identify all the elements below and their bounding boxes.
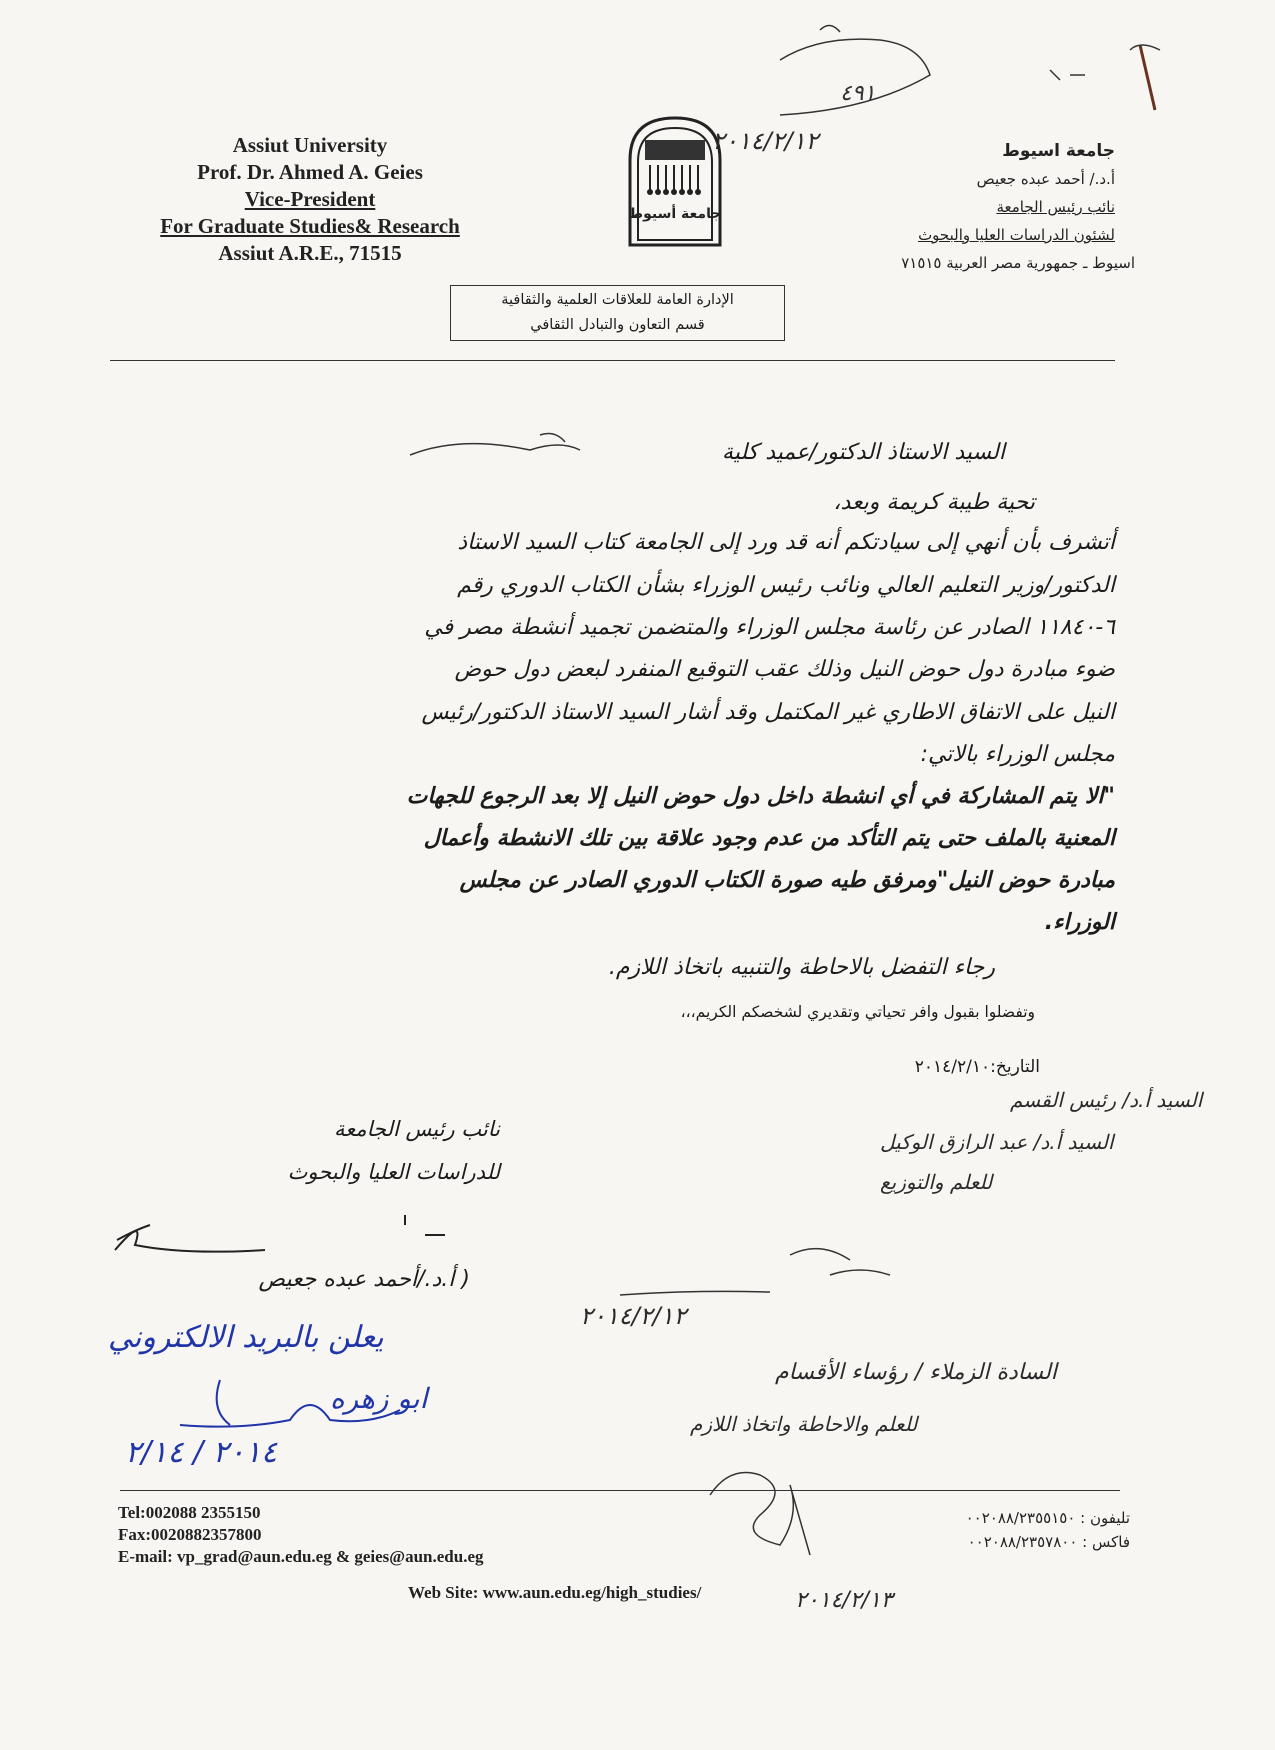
hand-note-3: للعلم والتوزيع (880, 1170, 993, 1194)
hand-note-4: السادة الزملاء / رؤساء الأقسام (775, 1360, 1057, 1385)
letter-date: التاريخ:٢٠١٤/٢/١٠ (914, 1057, 1040, 1077)
body-line-6: مجلس الوزراء بالاتي: (920, 742, 1115, 767)
blue-name: ابو زهره (330, 1382, 428, 1415)
email-en: E-mail: vp_grad@aun.edu.eg & geies@aun.edu.eg (118, 1547, 484, 1566)
logo-text: جامعة أسيوط (628, 206, 722, 222)
quote-line-3: مبادرة حوض النيل"ومرفق طيه صورة الكتاب الدوري الصادر عن مجلس (459, 868, 1115, 893)
hand-note-5: للعلم والاحاطة واتخاذ اللازم (690, 1412, 918, 1436)
blue-date: ٢٠١٤ / ٢/١٤ (125, 1435, 278, 1470)
vp-office-ar: لشئون الدراسات العليا والبحوث (918, 226, 1115, 244)
salutation-scribble (400, 430, 620, 470)
blue-note: يعلن بالبريد الالكتروني (108, 1320, 384, 1355)
greeting: تحية طيبة كريمة وبعد، (833, 490, 1035, 515)
tel-ar: تليفون : ٠٠٢٠٨٨/٢٣٥٥١٥٠ (965, 1509, 1130, 1527)
quote-line-4: الوزراء. (1044, 910, 1115, 935)
tel-en: Tel:002088 2355150 (118, 1503, 261, 1522)
website-en: Web Site: www.aun.edu.eg/high_studies/ (408, 1583, 702, 1602)
body-line-3: ٦-١١٨٤٠ الصادر عن رئاسة مجلس الوزراء والمتضمن تجميد أنشطة مصر في (424, 615, 1115, 640)
signature-title-1: نائب رئيس الجامعة (334, 1117, 500, 1141)
top-date: ٢٠١٤/٢/١٢ (712, 127, 819, 155)
vp-title-ar: نائب رئيس الجامعة (996, 198, 1115, 216)
bottom-date: ٢٠١٤/٢/١٣ (795, 1588, 893, 1613)
footer-divider (120, 1490, 1120, 1491)
university-name-en: Assiut University (232, 133, 388, 157)
salutation: السيد الاستاذ الدكتور/عميد كلية (722, 440, 1005, 465)
fax-en: Fax:0020882357800 (118, 1525, 262, 1544)
body-line-4: ضوء مبادرة دول حوض النيل وذلك عقب التوقيع المنفرد لبعض دول حوض (454, 657, 1115, 682)
vp-name-en: Prof. Dr. Ahmed A. Geies (197, 160, 423, 184)
signatory-name: ( أ.د./أحمد عبده جعيص (258, 1267, 470, 1292)
mid-date: ٢٠١٤/٢/١٢ (580, 1302, 687, 1330)
footer-arabic (966, 1506, 1130, 1554)
top-number: ٤٩١ (840, 81, 876, 106)
footer-english (118, 1502, 484, 1568)
signature-scribble (105, 1205, 465, 1265)
hand-note-1: السيد أ.د/ رئيس القسم (1010, 1088, 1203, 1112)
closing-line: وتفضلوا بقبول وافر تحياتي وتقديري لشخصكم الكريم،،، (680, 1003, 1035, 1021)
body-line-1: أتشرف بأن أنهي إلى سيادتكم أنه قد ورد إلى الجامعة كتاب السيد الاستاذ (457, 530, 1115, 555)
dept-line2: قسم التعاون والتبادل الثقافي (530, 317, 705, 333)
fax-ar: فاكس : ٠٠٢٠٨٨/٢٣٥٧٨٠٠ (967, 1533, 1130, 1551)
middle-handwriting (590, 1180, 990, 1380)
body-line-5: النيل على الاتفاق الاطاري غير المكتمل وقد أشار السيد الاستاذ الدكتور/رئيس (421, 700, 1115, 725)
university-name-ar: جامعة اسيوط (1002, 141, 1115, 161)
body-line-2: الدكتور/وزير التعليم العالي ونائب رئيس الوزراء بشأن الكتاب الدوري رقم (457, 573, 1115, 598)
vp-name-ar: أ.د./ أحمد عبده جعيص (976, 170, 1115, 188)
request-line: رجاء التفضل بالاحاطة والتنبيه باتخاذ اللازم. (608, 955, 995, 980)
quote-line-1: "الا يتم المشاركة في أي انشطة داخل دول حوض النيل إلا بعد الرجوع للجهات (406, 784, 1115, 809)
dept-line1: الإدارة العامة للعلاقات العلمية والثقافية (501, 292, 734, 308)
vp-office-en: For Graduate Studies& Research (160, 214, 460, 238)
bottom-signature (700, 1455, 840, 1575)
address-ar: اسيوط ـ جمهورية مصر العربية ٧١٥١٥ (901, 254, 1135, 272)
quote-line-2: المعنية بالملف حتى يتم التأكد من عدم وجود علاقة بين تلك الانشطة وأعمال (423, 826, 1115, 851)
hand-note-2: السيد أ.د/ عبد الرازق الوكيل (880, 1130, 1114, 1154)
address-en: Assiut A.R.E., 71515 (218, 241, 402, 265)
signature-title-2: للدراسات العليا والبحوث (287, 1160, 500, 1184)
vp-title-en: Vice-President (244, 187, 376, 211)
